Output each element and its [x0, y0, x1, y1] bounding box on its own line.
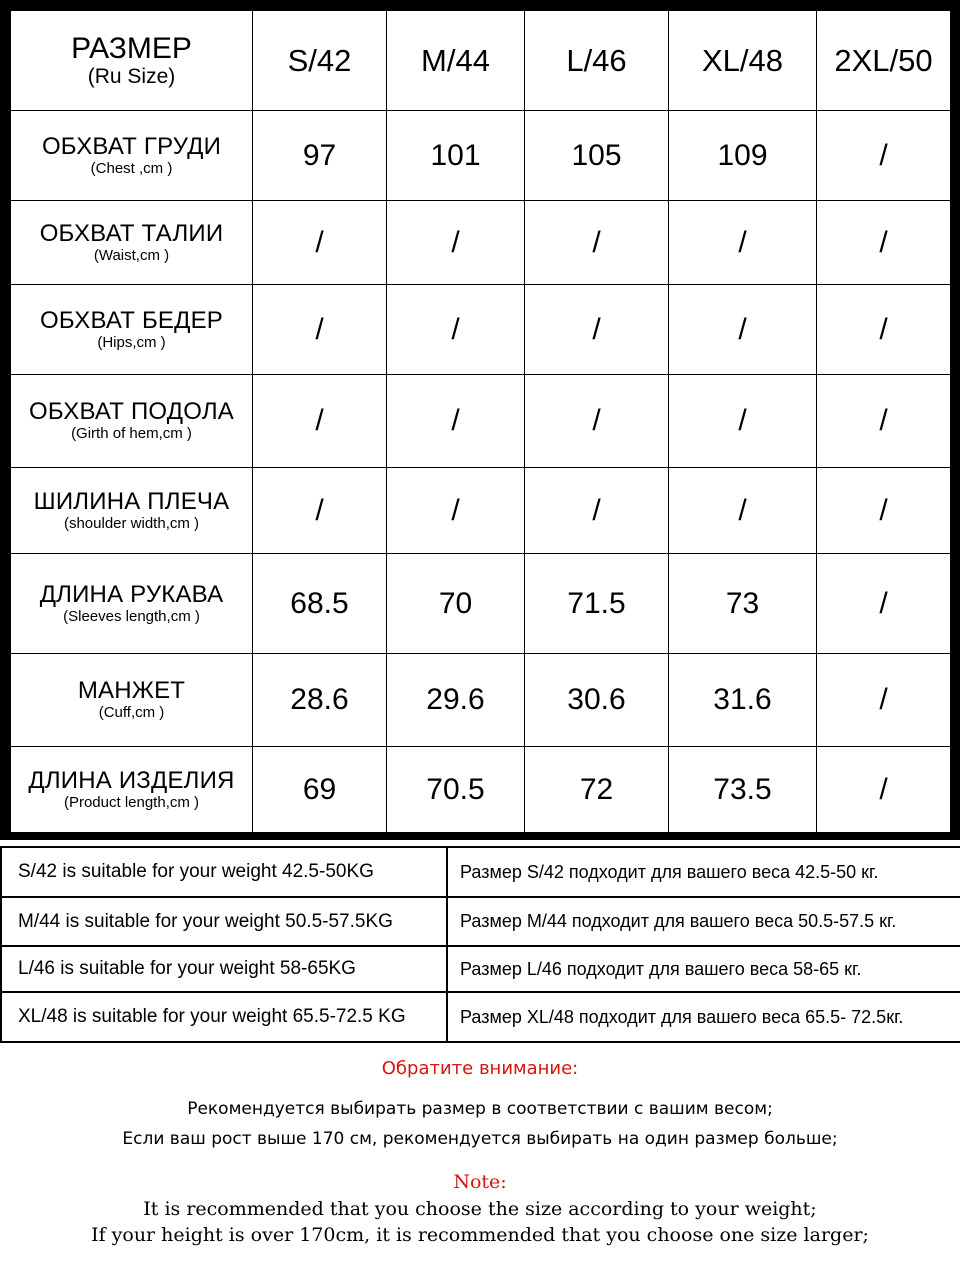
row-header	[11, 111, 253, 201]
weight-row	[1, 946, 960, 992]
value-cell: /	[669, 201, 817, 285]
value-cell: /	[669, 285, 817, 375]
value-cell: 70	[387, 554, 525, 654]
weight-text-en: M/44 is suitable for your weight 50.5-57.5KG	[1, 897, 447, 946]
value-cell: 73	[669, 554, 817, 654]
size-header-xl48: XL/48	[669, 11, 817, 111]
corner-cell	[11, 11, 253, 111]
note-heading-ru: Обратите внимание:	[381, 1058, 579, 1079]
value-cell: /	[817, 654, 951, 747]
value-cell: 30.6	[525, 654, 669, 747]
value-cell: /	[253, 201, 387, 285]
value-cell: 109	[669, 111, 817, 201]
weight-row	[1, 847, 960, 897]
value-cell: 97	[253, 111, 387, 201]
row-header	[11, 747, 253, 833]
measure-row-length	[11, 747, 951, 833]
value-cell: 29.6	[387, 654, 525, 747]
value-cell: /	[387, 201, 525, 285]
value-cell: /	[387, 468, 525, 554]
value-cell: /	[525, 285, 669, 375]
measure-row-chest	[11, 111, 951, 201]
row-sublabel: (Chest ,cm )	[90, 159, 173, 177]
weight-row	[1, 992, 960, 1042]
value-cell: /	[525, 375, 669, 468]
size-header-l46: L/46	[525, 11, 669, 111]
value-cell: /	[253, 468, 387, 554]
value-cell: 73.5	[669, 747, 817, 833]
row-label: ОБХВАТ ГРУДИ	[41, 132, 222, 160]
value-cell: 105	[525, 111, 669, 201]
measure-row-hips	[11, 285, 951, 375]
row-label: ДЛИНА ИЗДЕЛИЯ	[28, 766, 235, 794]
note-line-ru: Если ваш рост выше 170 см, рекомендуется выбирать на один размер больше;	[122, 1129, 838, 1149]
value-cell: /	[253, 285, 387, 375]
measure-row-waist	[11, 201, 951, 285]
row-header	[11, 285, 253, 375]
value-cell: /	[817, 201, 951, 285]
size-chart-table	[10, 10, 951, 833]
row-header	[11, 201, 253, 285]
measure-row-sleeve	[11, 554, 951, 654]
row-label: ОБХВАТ БЕДЕР	[40, 306, 223, 334]
value-cell: /	[817, 747, 951, 833]
row-label: ОБХВАТ ТАЛИИ	[39, 219, 224, 247]
value-cell: 71.5	[525, 554, 669, 654]
row-label: ШИЛИНА ПЛЕЧА	[33, 487, 230, 515]
size-header-m44: M/44	[387, 11, 525, 111]
size-header-row	[11, 11, 951, 111]
value-cell: /	[817, 375, 951, 468]
weight-text-ru: Размер L/46 подходит для вашего веса 58-65 кг.	[447, 946, 960, 992]
weight-guide-table	[0, 846, 960, 1043]
value-cell: /	[817, 111, 951, 201]
note-line-en: It is recommended that you choose the size according to your weight;	[143, 1198, 817, 1220]
row-header	[11, 554, 253, 654]
corner-title: РАЗМЕР	[71, 31, 192, 65]
value-cell: 101	[387, 111, 525, 201]
notes-en	[0, 1168, 960, 1248]
value-cell: /	[817, 285, 951, 375]
row-sublabel: (Girth of hem,cm )	[71, 425, 192, 442]
row-label: ДЛИНА РУКАВА	[39, 580, 224, 608]
value-cell: 31.6	[669, 654, 817, 747]
value-cell: 70.5	[387, 747, 525, 833]
value-cell: 68.5	[253, 554, 387, 654]
row-sublabel: (Waist,cm )	[93, 246, 170, 264]
value-cell: /	[525, 468, 669, 554]
weight-row	[1, 897, 960, 946]
row-sublabel: (Hips,cm )	[97, 333, 166, 351]
weight-text-en: L/46 is suitable for your weight 58-65KG	[1, 946, 447, 992]
row-header	[11, 468, 253, 554]
size-header-s42: S/42	[253, 11, 387, 111]
value-cell: /	[387, 375, 525, 468]
row-label: МАНЖЕТ	[77, 677, 186, 704]
note-heading-en: Note:	[453, 1171, 507, 1193]
measure-row-shoulder	[11, 468, 951, 554]
row-header	[11, 375, 253, 468]
row-sublabel: (Cuff,cm )	[98, 704, 165, 721]
value-cell: /	[669, 375, 817, 468]
weight-text-ru: Размер S/42 подходит для вашего веса 42.5-50 кг.	[447, 847, 960, 897]
measure-row-cuff	[11, 654, 951, 747]
note-line-ru: Рекомендуется выбирать размер в соответствии с вашим весом;	[187, 1099, 773, 1119]
row-label: ОБХВАТ ПОДОЛА	[29, 398, 234, 425]
value-cell: /	[387, 285, 525, 375]
row-sublabel: (Product length,cm )	[63, 793, 200, 811]
row-header	[11, 654, 253, 747]
weight-text-ru: Размер M/44 подходит для вашего веса 50.5-57.5 кг.	[447, 897, 960, 946]
row-sublabel: (Sleeves length,cm )	[63, 607, 200, 625]
row-sublabel: (shoulder width,cm )	[63, 514, 200, 532]
value-cell: 69	[253, 747, 387, 833]
measure-row-hem	[11, 375, 951, 468]
value-cell: 28.6	[253, 654, 387, 747]
size-header-2xl50: 2XL/50	[817, 11, 951, 111]
weight-text-en: S/42 is suitable for your weight 42.5-50KG	[1, 847, 447, 897]
weight-text-en: XL/48 is suitable for your weight 65.5-72.5 KG	[1, 992, 447, 1042]
weight-text-ru: Размер XL/48 подходит для вашего веса 65.5- 72.5кг.	[447, 992, 960, 1042]
corner-subtitle: (Ru Size)	[87, 64, 176, 88]
value-cell: /	[817, 468, 951, 554]
value-cell: /	[669, 468, 817, 554]
value-cell: 72	[525, 747, 669, 833]
notes-ru	[0, 1056, 960, 1154]
value-cell: /	[253, 375, 387, 468]
value-cell: /	[525, 201, 669, 285]
note-line-en: If your height is over 170cm, it is recommended that you choose one size larger;	[91, 1224, 869, 1246]
value-cell: /	[817, 554, 951, 654]
